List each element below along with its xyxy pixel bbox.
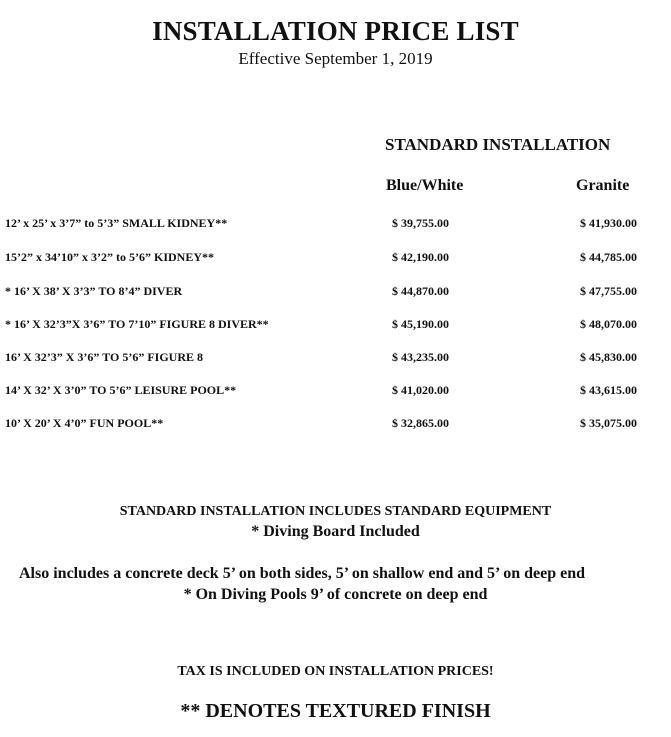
table-row xyxy=(0,250,671,270)
deck-note: Also includes a concrete deck 5’ on both sides, 5’ on shallow end and 5’ on deep end xyxy=(19,565,585,582)
price-blue-white: $ 32,865.00 xyxy=(392,416,449,430)
pool-description: 12’ x 25’ x 3’7” to 5’3” SMALL KIDNEY** xyxy=(5,216,228,230)
price-blue-white: $ 39,755.00 xyxy=(392,216,449,230)
effective-date: Effective September 1, 2019 xyxy=(238,49,433,68)
table-row xyxy=(0,416,671,436)
pool-description: 16’ X 32’3” X 3’6” TO 5’6” FIGURE 8 xyxy=(5,350,203,364)
column-header-blue-white: Blue/White xyxy=(386,177,464,194)
table-row xyxy=(0,383,671,403)
column-header-granite: Granite xyxy=(576,177,630,194)
table-row xyxy=(0,350,671,370)
pool-description: * 16’ X 38’ X 3’3” TO 8’4” DIVER xyxy=(5,284,183,298)
table-row xyxy=(0,317,671,337)
price-granite: $ 45,830.00 xyxy=(580,350,637,364)
table-row xyxy=(0,216,671,236)
page-title: INSTALLATION PRICE LIST xyxy=(152,16,519,46)
includes-equipment-note: STANDARD INSTALLATION INCLUDES STANDARD EQUIPMENT xyxy=(119,504,552,519)
pool-description: 10’ X 20’ X 4’0” FUN POOL** xyxy=(5,416,164,430)
tax-note: TAX IS INCLUDED ON INSTALLATION PRICES! xyxy=(177,664,494,679)
diving-pools-note: * On Diving Pools 9’ of concrete on deep end xyxy=(183,586,488,603)
pool-description: 14’ X 32’ X 3’0” TO 5’6” LEISURE POOL** xyxy=(5,383,237,397)
price-granite: $ 48,070.00 xyxy=(580,317,637,331)
diving-board-note: * Diving Board Included xyxy=(251,523,420,540)
textured-finish-note: ** DENOTES TEXTURED FINISH xyxy=(180,700,491,722)
pool-description: 15’2” x 34’10” x 3’2” to 5’6” KIDNEY** xyxy=(5,250,214,264)
price-blue-white: $ 45,190.00 xyxy=(392,317,449,331)
price-granite: $ 41,930.00 xyxy=(580,216,637,230)
pool-description: * 16’ X 32’3”X 3’6” TO 7’10” FIGURE 8 DIVER** xyxy=(5,317,269,331)
price-granite: $ 43,615.00 xyxy=(580,383,637,397)
price-blue-white: $ 43,235.00 xyxy=(392,350,449,364)
section-heading: STANDARD INSTALLATION xyxy=(385,135,611,154)
price-blue-white: $ 44,870.00 xyxy=(392,284,449,298)
price-granite: $ 35,075.00 xyxy=(580,416,637,430)
table-row xyxy=(0,284,671,304)
price-blue-white: $ 42,190.00 xyxy=(392,250,449,264)
price-granite: $ 47,755.00 xyxy=(580,284,637,298)
price-granite: $ 44,785.00 xyxy=(580,250,637,264)
price-blue-white: $ 41,020.00 xyxy=(392,383,449,397)
